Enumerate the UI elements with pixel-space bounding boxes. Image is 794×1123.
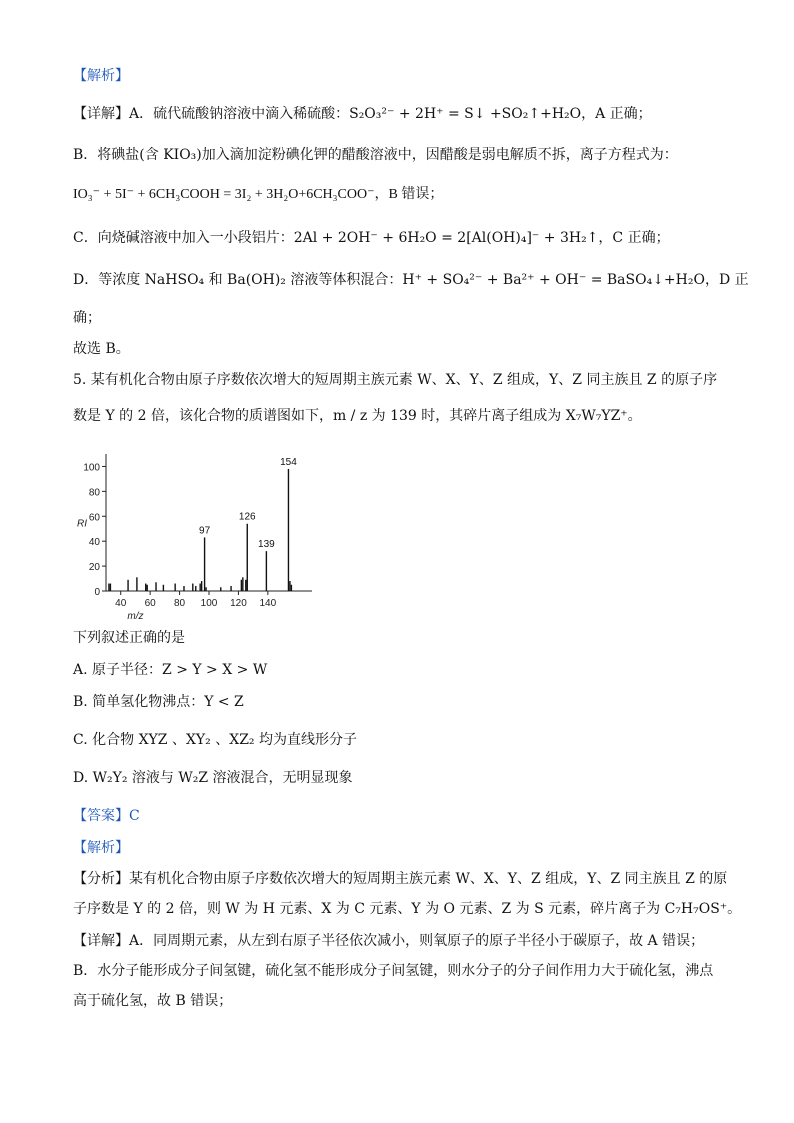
peak-label: 139 [258, 539, 275, 551]
analysis-heading: 【解析】 [73, 68, 129, 84]
answer: 【答案】C [73, 808, 140, 824]
analysis-line2: 子序数是 Y 的 2 倍，则 W 为 H 元素、X 为 C 元素、Y 为 O 元素、Z 为 S 元素，碎片离子为 C₇H₇OS⁺。 [73, 901, 742, 917]
detail-option-a: 【详解】A．硫代硫酸钠溶液中滴入稀硫酸：S₂O₃²⁻ + 2H⁺ = S↓ +SO₂↑+H₂O，A 正确； [73, 106, 652, 122]
question-stem-line2: 数是 Y 的 2 倍，该化合物的质谱图如下，m / z 为 139 时，其碎片离子组成为 X₇W₇YZ⁺。 [73, 408, 642, 424]
option-a: A. 原子半径：Z > Y > X > W [73, 662, 268, 678]
detail-option-d-line1: D．等浓度 NaHSO₄ 和 Ba(OH)₂ 溶液等体积混合：H⁺ + SO₄²⁻ + Ba²⁺ + OH⁻ = BaSO₄↓+H₂O，D 正 [73, 272, 749, 288]
y-tick-label: 80 [88, 487, 100, 499]
y-tick-label: 0 [94, 587, 100, 598]
detail-option-c: C．向烧碱溶液中加入一小段铝片：2Al + 2OH⁻ + 6H₂O = 2[Al(OH)₄]⁻ + 3H₂↑，C 正确； [73, 230, 670, 246]
y-axis-label: RI [77, 518, 87, 530]
option-d: D. W₂Y₂ 溶液与 W₂Z 溶液混合，无明显现象 [73, 770, 353, 786]
x-tick-label: 80 [174, 598, 186, 609]
option-c: C. 化合物 XYZ 、XY₂ 、XZ₂ 均为直线形分子 [73, 732, 357, 748]
y-tick-label: 100 [83, 462, 100, 474]
detail-option-d-line2: 确； [73, 310, 101, 326]
detail-option-b-line1: B．将碘盐(含 KIO₃)加入滴加淀粉碘化钾的醋酸溶液中，因醋酸是弱电解质不拆，离子方程式为： [73, 147, 678, 163]
detail-a-2: 【详解】A．同周期元素，从左到右原子半径依次减小，则氧原子的原子半径小于碳原子，故 A 错误； [73, 933, 705, 949]
analysis-heading-2: 【解析】 [73, 840, 129, 856]
x-tick-label: 140 [259, 598, 277, 609]
detail-option-b-equation: IO₃⁻ + 5I⁻ + 6CH₃COOH = 3I₂ + 3H₂O+6CH₃COO⁻，B 错误； [73, 187, 444, 202]
mass-spectrum-chart [70, 446, 330, 621]
x-tick-label: 60 [144, 598, 156, 609]
x-axis-label: m/z [127, 611, 144, 621]
conclusion: 故选 B。 [73, 341, 130, 357]
question-stem-line1: 5. 某有机化合物由原子序数依次增大的短周期主族元素 W、X、Y、Z 组成，Y、Z 同主族且 Z 的原子序 [73, 372, 718, 388]
analysis-line1: 【分析】某有机化合物由原子序数依次增大的短周期主族元素 W、X、Y、Z 组成，Y、Z 同主族且 Z 的原 [73, 871, 728, 887]
peak-label: 154 [280, 456, 297, 468]
x-tick-label: 100 [200, 598, 218, 609]
y-tick-label: 20 [88, 562, 100, 574]
y-tick-label: 40 [88, 537, 100, 549]
detail-b-2-line1: B．水分子能形成分子间氢键，硫化氢不能形成分子间氢键，则水分子的分子间作用力大于硫化氢，沸点 [73, 963, 714, 979]
question-prompt: 下列叙述正确的是 [73, 630, 185, 646]
peak-label: 97 [199, 525, 211, 537]
option-b: B. 简单氢化物沸点：Y < Z [73, 694, 244, 710]
peak-label: 126 [238, 511, 256, 523]
y-tick-label: 60 [88, 512, 100, 524]
x-tick-label: 120 [230, 598, 247, 609]
x-tick-label: 40 [115, 598, 127, 609]
detail-b-2-line2: 高于硫化氢，故 B 错误； [73, 993, 233, 1009]
